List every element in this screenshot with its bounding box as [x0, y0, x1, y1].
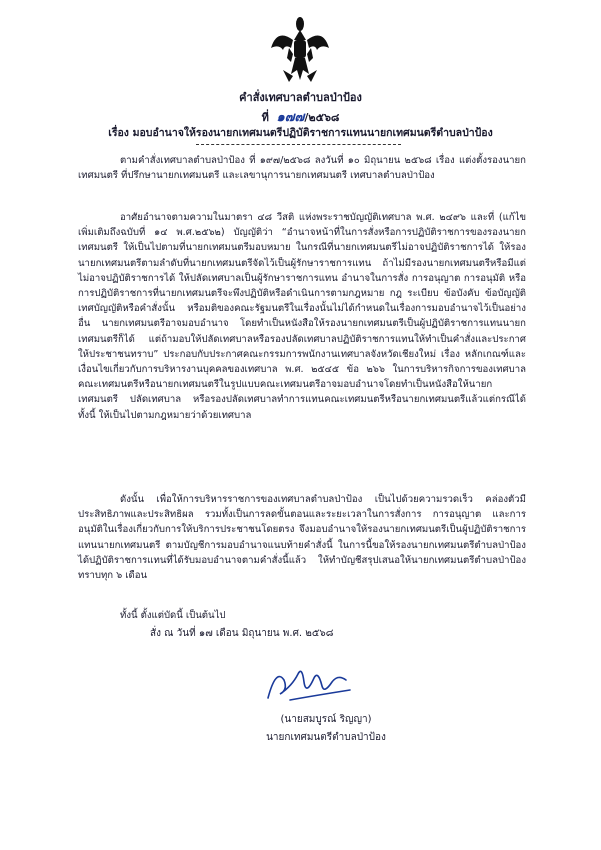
signature-icon [262, 660, 354, 708]
date-line: สั่ง ณ วันที่ ๑๗ เดือน มิถุนายน พ.ศ. ๒๕๖๘ [150, 628, 334, 639]
order-number-label: ที่ [261, 111, 269, 124]
garuda-emblem-icon [269, 14, 331, 86]
order-number-handwritten: ๑๗๗ [276, 110, 305, 125]
document-title: คำสั่งเทศบาลตำบลป่าป้อง [239, 91, 362, 104]
header-divider [196, 144, 401, 145]
paragraph-2: อาศัยอำนาจตามความในมาตรา ๔๘ วีสติ แห่งพระราชบัญญัติเทศบาล พ.ศ. ๒๔๙๖ และที่ (แก้ไขเพิ่มเติมถึงฉบับที่ ๑๔ พ.ศ.๒๕๖๒) บัญญัติว่า “อำนาจหน้าที่ในการสั่งหรือการปฏิบัติราชการของรองนายกเทศมนตรี ให้เป็นไปตามที่นายกเทศมนตรีมอบหมาย ในกรณีที่นายกเทศมนตรีไม่อาจปฏิบัติราชการได้ ให้รองนายกเทศมนตรีตามลำดับที่นายกเทศมนตรีจัดไว้เป็นผู้รักษาราชการแทน ถ้าไม่มีรองนายกเทศมนตรีหรือมีแต่ไม่อาจปฏิบัติราชการได้ ให้ปลัดเทศบาลเป็นผู้รักษาราชการแทน อำนาจในการสั่ง การอนุญาต การอนุมัติ หรือการปฏิบัติราชการที่นายกเทศมนตรีจะพึงปฏิบัติหรือดำเนินการตามกฎหมาย กฎ ระเบียบ ข้อบังคับ ข้อบัญญัติ เทศบัญญัติหรือคำสั่งนั้น หรือมติของคณะรัฐมนตรีในเรื่องนั้นไม่ได้กำหนดในเรื่องการมอบอำนาจไว้เป็นอย่างอื่น นายกเทศมนตรีอาจมอบอำนาจ โดยทำเป็นหนังสือให้รองนายกเทศมนตรีเป็นผู้ปฏิบัติราชการแทนนายกเทศมนตรีก็ได้ แต่ถ้ามอบให้ปลัดเทศบาลหรือรองปลัดเทศบาลปฏิบัติราชการแทนให้ทำเป็นคำสั่งและประกาศให้ประชาชนทราบ” ประกอบกับประกาศคณะกรรมการพนักงานเทศบาลจังหวัดเชียงใหม่ เรื่อง หลักเกณฑ์และเงื่อนไขเกี่ยวกับการบริหารงานบุคคลของเทศบาล พ.ศ. ๒๕๔๕ ข้อ ๒๖๖ ในการบริหารกิจการของเทศบาล คณะเทศมนตรีหรือนายกเทศมนตรีในรูปแบบคณะเทศมนตรีอาจมอบอำนาจโดยทำเป็นหนังสือให้นายกเทศมนตรี ปลัดเทศบาล หรือรองปลัดเทศบาลทำการแทนคณะเทศมนตรีหรือนายกเทศมนตรีแล้วแต่กรณีได้ ทั้งนี้ ให้เป็นไปตามกฎหมายว่าด้วยเทศบาล [78, 212, 526, 421]
paragraph-4: ทั้งนี้ ตั้งแต่บัดนี้ เป็นต้นไป [120, 610, 226, 621]
paragraph-1: ตามคำสั่งเทศบาลตำบลป่าป้อง ที่ ๑๙๗/๒๕๖๘ ลงวันที่ ๑๐ มิถุนายน ๒๕๖๘ เรื่อง แต่งตั้งรองนายกเทศมนตรี ที่ปรึกษานายกเทศมนตรี และเลขานุการนายกเทศมนตรี เทศบาลตำบลป่าป้อง [78, 155, 526, 182]
paragraph-3: ดังนั้น เพื่อให้การบริหารราชการของเทศบาลตำบลป่าป้อง เป็นไปด้วยความรวดเร็ว คล่องตัวมีประสิทธิภาพและประสิทธิผล รวมทั้งเป็นการลดขั้นตอนและระยะเวลาในการสั่งการ การอนุญาต และการอนุมัติในเรื่องเกี่ยวกับการให้บริการประชาชนโดยตรง จึงมอบอำนาจให้รองนายกเทศมนตรีเป็นผู้ปฏิบัติราชการแทนนายกเทศมนตรี ตามบัญชีการมอบอำนาจแนบท้ายคำสั่งนี้ ในการนี้ขอให้รองนายกเทศมนตรีตำบลป่าป้อง ได้ปฏิบัติราชการแทนที่ได้รับมอบอำนาจตามคำสั่งนี้แล้ว ให้ทำบัญชีสรุปเสนอให้นายกเทศมนตรีตำบลป่าป้อง ทราบทุก ๖ เดือน [78, 494, 526, 582]
signer-position: นายกเทศมนตรีตำบลป่าป้อง [266, 732, 386, 743]
order-number-suffix: /๒๕๖๘ [304, 111, 340, 124]
subject-line: เรื่อง มอบอำนาจให้รองนายกเทศมนตรีปฏิบัติราชการแทนนายกเทศมนตรีตำบลป่าป้อง [108, 127, 493, 139]
signer-name: (นายสมบูรณ์ ริญญา) [280, 714, 372, 725]
